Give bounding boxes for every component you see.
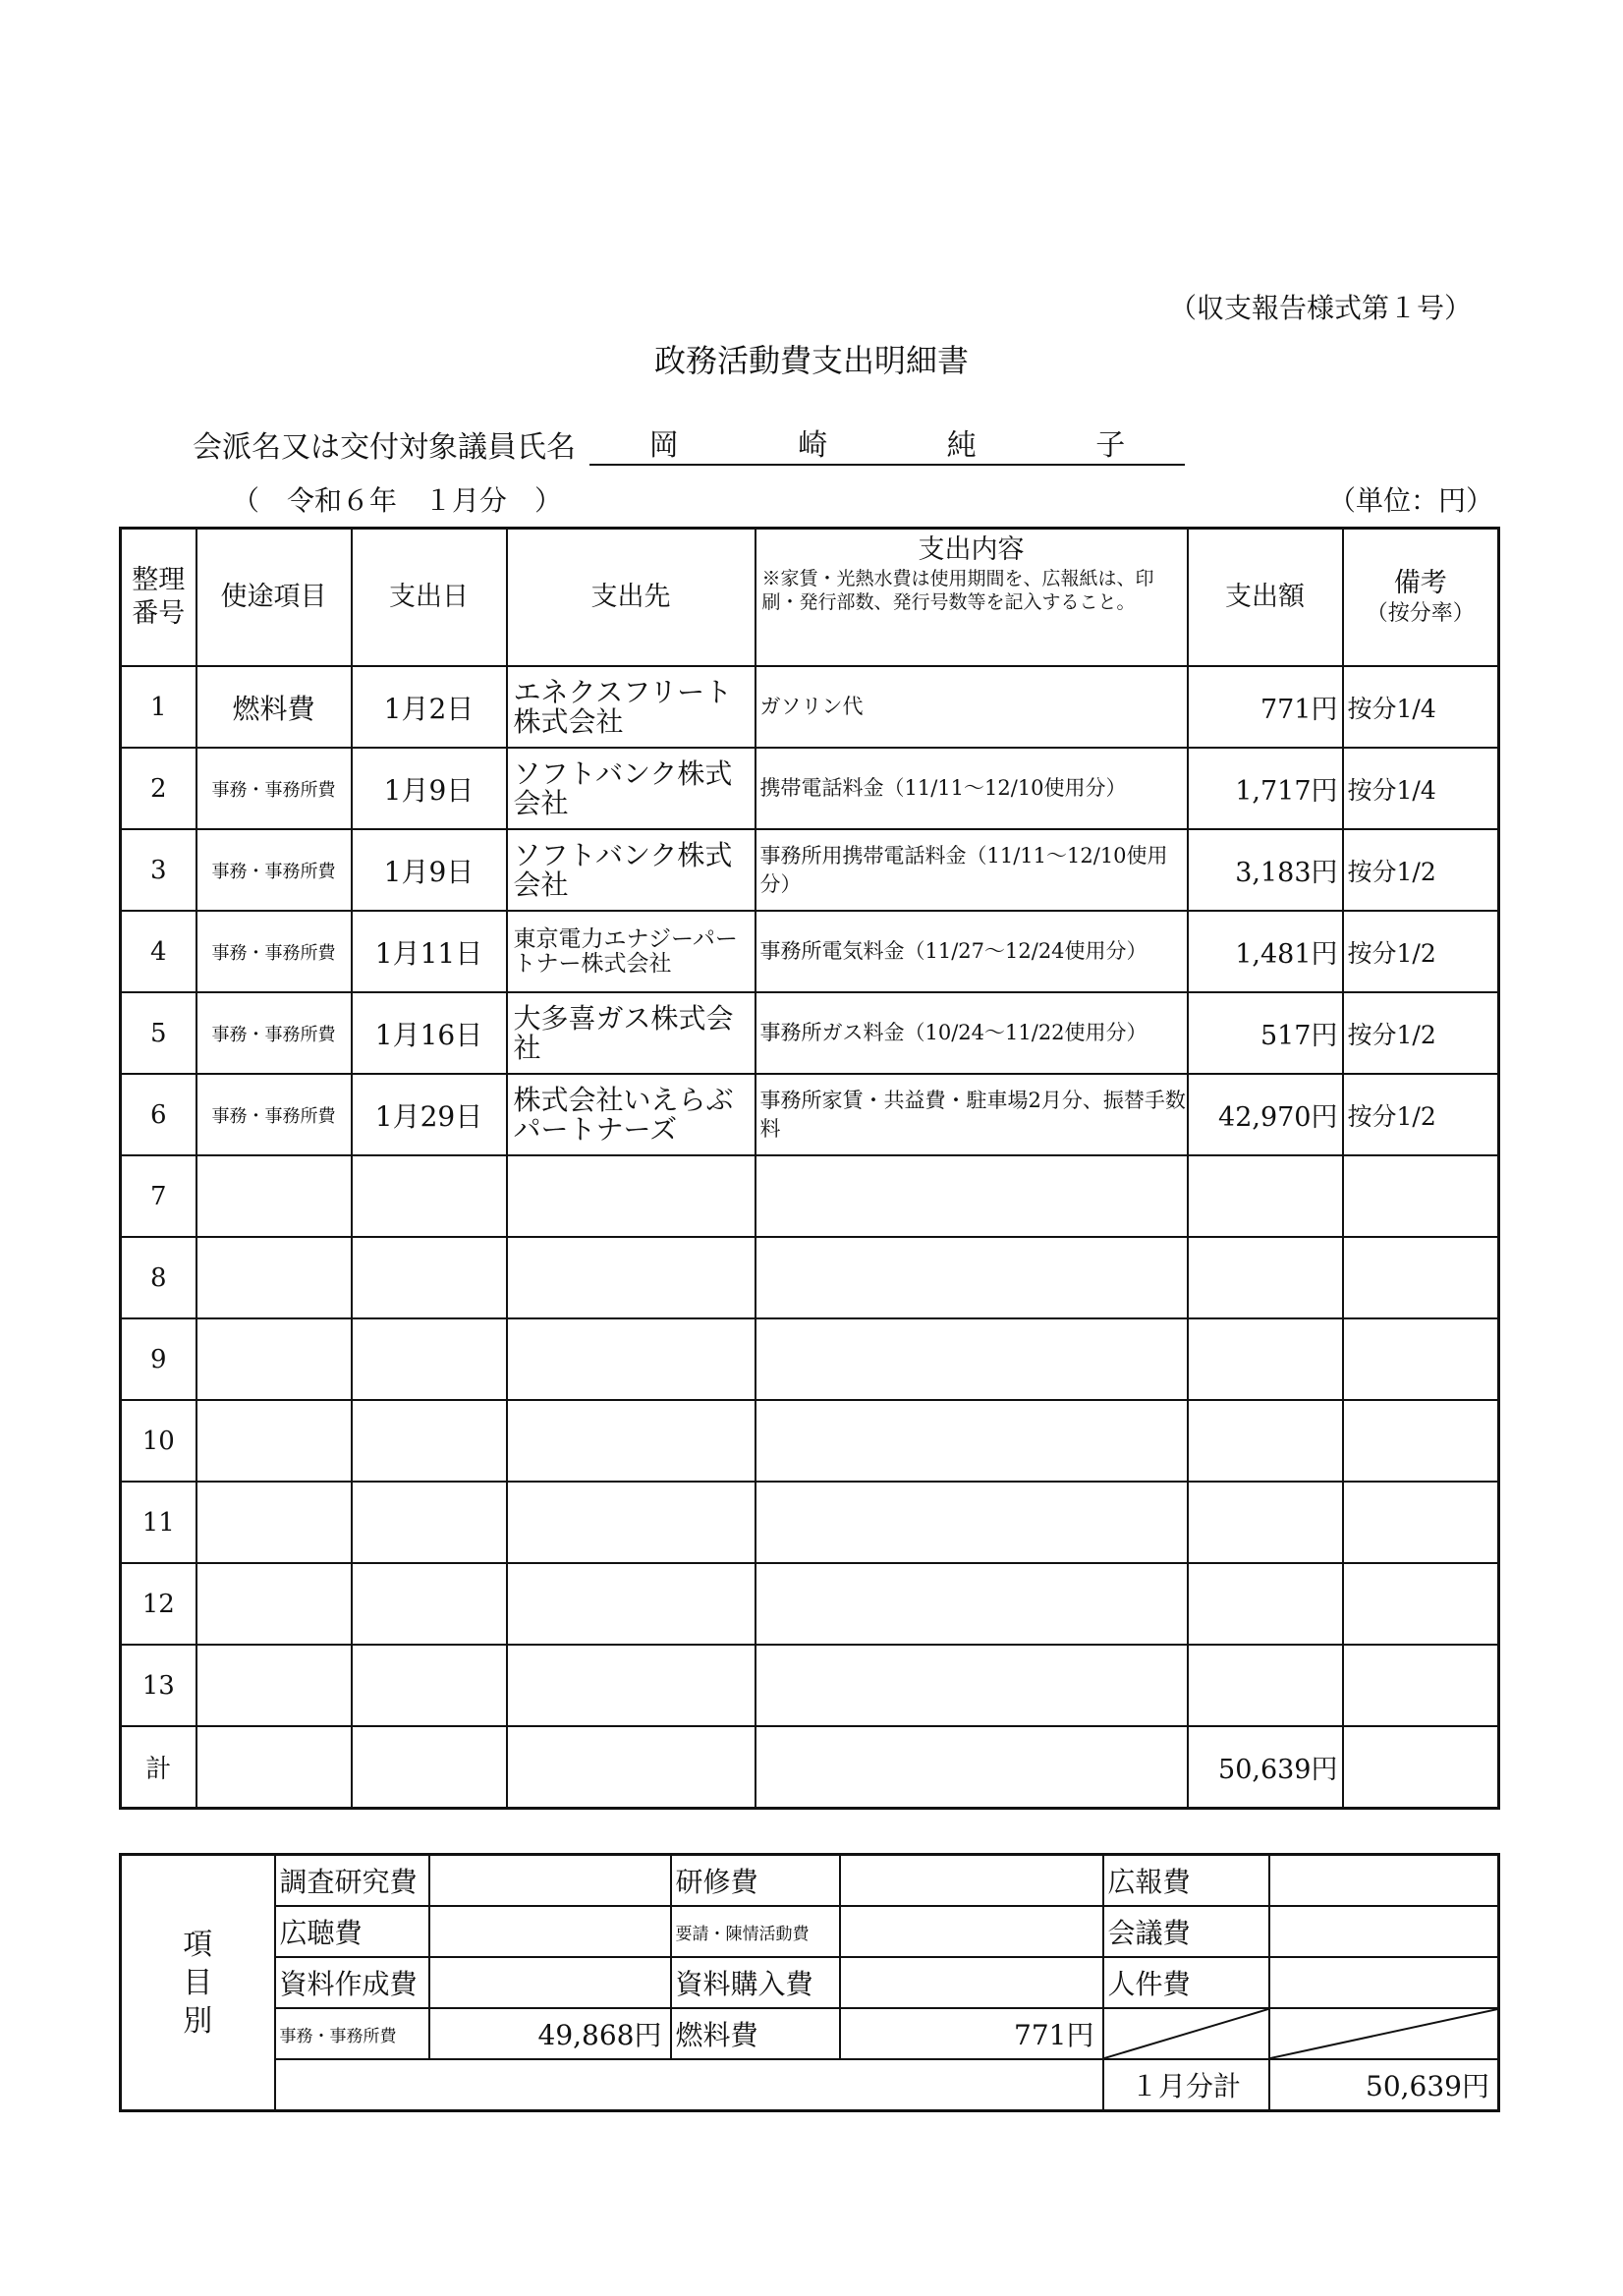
row-remarks: 按分1/2 (1343, 911, 1499, 992)
row-remarks: 按分1/2 (1343, 829, 1499, 911)
row-date (352, 1400, 507, 1482)
row-payee: 大多喜ガス株式会社 (507, 992, 756, 1074)
table-row (121, 1318, 1499, 1400)
row-remarks (1343, 1155, 1499, 1237)
table-row (121, 1400, 1499, 1482)
row-date (352, 1318, 507, 1400)
row-amount: 1,481円 (1188, 911, 1343, 992)
member-name-char: 岡 (648, 428, 679, 463)
row-amount: 42,970円 (1188, 1074, 1343, 1155)
header-payee: 支出先 (507, 529, 756, 667)
row-category (196, 1563, 352, 1645)
row-no: 1 (121, 666, 196, 748)
summary-value-hearing (429, 1906, 671, 1957)
summary-value-training (840, 1855, 1103, 1907)
category-summary-table (119, 1853, 1500, 2112)
member-label: 会派名又は交付対象議員氏名 (193, 430, 576, 465)
summary-value-materials-buy (840, 1957, 1103, 2008)
row-amount (1188, 1645, 1343, 1726)
row-date: 1月11日 (352, 911, 507, 992)
row-content: 事務所用携帯電話料金（11/11～12/10使用分） (756, 829, 1188, 911)
row-content (756, 1237, 1188, 1318)
total-empty (196, 1726, 352, 1809)
row-category: 事務・事務所費 (196, 748, 352, 829)
row-no: 2 (121, 748, 196, 829)
row-remarks (1343, 1318, 1499, 1400)
row-amount (1188, 1482, 1343, 1563)
row-payee (507, 1318, 756, 1400)
row-amount: 3,183円 (1188, 829, 1343, 911)
summary-value-pr (1269, 1855, 1499, 1907)
row-date (352, 1482, 507, 1563)
row-remarks (1343, 1645, 1499, 1726)
table-row (121, 748, 1499, 829)
row-category: 燃料費 (196, 666, 352, 748)
summary-diagonal-cell (1269, 2008, 1499, 2059)
row-payee (507, 1155, 756, 1237)
row-category: 事務・事務所費 (196, 829, 352, 911)
summary-total-label: １月分計 (1103, 2059, 1269, 2111)
total-label: 計 (121, 1726, 196, 1809)
summary-label-materials-make: 資料作成費 (275, 1957, 429, 2008)
header-remarks (1343, 529, 1499, 667)
summary-value-fuel: 771円 (840, 2008, 1103, 2059)
row-no: 9 (121, 1318, 196, 1400)
table-row (121, 1155, 1499, 1237)
row-category (196, 1645, 352, 1726)
summary-label-meeting: 会議費 (1103, 1906, 1269, 1957)
member-name-char: 純 (946, 428, 977, 463)
summary-value-office: 49,868円 (429, 2008, 671, 2059)
row-date (352, 1645, 507, 1726)
row-payee: エネクスフリート株式会社 (507, 666, 756, 748)
row-category (196, 1482, 352, 1563)
row-amount (1188, 1400, 1343, 1482)
summary-label-hearing: 広聴費 (275, 1906, 429, 1957)
header-content-title: 支出内容 (918, 534, 1025, 565)
row-content (756, 1318, 1188, 1400)
summary-label-personnel: 人件費 (1103, 1957, 1269, 2008)
summary-value-meeting (1269, 1906, 1499, 1957)
summary-label-office: 事務・事務所費 (275, 2008, 429, 2059)
row-category: 事務・事務所費 (196, 911, 352, 992)
row-amount: 517円 (1188, 992, 1343, 1074)
row-amount: 1,717円 (1188, 748, 1343, 829)
summary-side-label: 項目別 (121, 1855, 275, 2111)
total-amount: 50,639円 (1188, 1726, 1343, 1809)
row-date: 1月16日 (352, 992, 507, 1074)
summary-value-personnel (1269, 1957, 1499, 2008)
form-number: （収支報告様式第１号） (1169, 292, 1473, 324)
row-remarks: 按分1/2 (1343, 1074, 1499, 1155)
row-category (196, 1237, 352, 1318)
row-no: 7 (121, 1155, 196, 1237)
row-amount: 771円 (1188, 666, 1343, 748)
table-row (121, 1563, 1499, 1645)
row-content: 事務所電気料金（11/27～12/24使用分） (756, 911, 1188, 992)
row-payee: 東京電力エナジーパートナー株式会社 (507, 911, 756, 992)
header-remarks-sub: （按分率） (1366, 601, 1475, 627)
total-empty (352, 1726, 507, 1809)
row-content: ガソリン代 (756, 666, 1188, 748)
row-no: 5 (121, 992, 196, 1074)
row-amount (1188, 1318, 1343, 1400)
row-content (756, 1563, 1188, 1645)
summary-diagonal-cell (1103, 2008, 1269, 2059)
row-content: 携帯電話料金（11/11～12/10使用分） (756, 748, 1188, 829)
total-empty (507, 1726, 756, 1809)
diagonal-slash (1270, 2009, 1498, 2058)
summary-label-fuel: 燃料費 (671, 2008, 840, 2059)
table-row (121, 829, 1499, 911)
row-remarks: 按分1/4 (1343, 748, 1499, 829)
row-amount (1188, 1563, 1343, 1645)
header-no: 整理番号 (121, 529, 196, 667)
table-row (121, 911, 1499, 992)
member-name (589, 420, 1185, 466)
row-no: 8 (121, 1237, 196, 1318)
summary-label-pr: 広報費 (1103, 1855, 1269, 1907)
document-title: 政務活動費支出明細書 (653, 342, 969, 379)
row-date: 1月9日 (352, 748, 507, 829)
row-date: 1月9日 (352, 829, 507, 911)
table-row (121, 1237, 1499, 1318)
row-payee (507, 1563, 756, 1645)
row-no: 3 (121, 829, 196, 911)
row-no: 13 (121, 1645, 196, 1726)
header-remarks-title: 備考 (1393, 568, 1447, 599)
row-payee (507, 1482, 756, 1563)
row-date: 1月2日 (352, 666, 507, 748)
member-name-char: 子 (1095, 428, 1126, 463)
diagonal-slash (1104, 2009, 1268, 2058)
expense-table (119, 527, 1500, 1810)
total-empty (1343, 1726, 1499, 1809)
row-remarks (1343, 1237, 1499, 1318)
row-content: 事務所家賃・共益費・駐車場2月分、振替手数料 (756, 1074, 1188, 1155)
row-payee: 株式会社いえらぶパートナーズ (507, 1074, 756, 1155)
summary-value-research (429, 1855, 671, 1907)
row-no: 11 (121, 1482, 196, 1563)
row-content (756, 1155, 1188, 1237)
row-payee (507, 1237, 756, 1318)
row-remarks (1343, 1400, 1499, 1482)
row-date (352, 1563, 507, 1645)
row-content (756, 1645, 1188, 1726)
total-row (121, 1726, 1499, 1809)
summary-label-training: 研修費 (671, 1855, 840, 1907)
row-category: 事務・事務所費 (196, 992, 352, 1074)
row-category: 事務・事務所費 (196, 1074, 352, 1155)
row-payee (507, 1400, 756, 1482)
table-row (121, 992, 1499, 1074)
header-amount: 支出額 (1188, 529, 1343, 667)
header-category: 使途項目 (196, 529, 352, 667)
row-no: 10 (121, 1400, 196, 1482)
row-amount (1188, 1155, 1343, 1237)
row-payee (507, 1645, 756, 1726)
summary-blank (275, 2059, 1103, 2111)
summary-total-amount: 50,639円 (1269, 2059, 1499, 2111)
report-period: （ 令和６年 １月分 ） (232, 484, 563, 517)
table-row (121, 666, 1499, 748)
summary-label-research: 調査研究費 (275, 1855, 429, 1907)
row-remarks: 按分1/4 (1343, 666, 1499, 748)
table-row (121, 1482, 1499, 1563)
header-content (756, 529, 1188, 667)
row-remarks (1343, 1563, 1499, 1645)
summary-label-petition: 要請・陳情活動費 (671, 1906, 840, 1957)
row-no: 4 (121, 911, 196, 992)
row-amount (1188, 1237, 1343, 1318)
table-row (121, 1645, 1499, 1726)
table-row (121, 1074, 1499, 1155)
row-content (756, 1482, 1188, 1563)
row-remarks: 按分1/2 (1343, 992, 1499, 1074)
row-date (352, 1237, 507, 1318)
row-no: 12 (121, 1563, 196, 1645)
table-header-row (121, 529, 1499, 667)
row-payee: ソフトバンク株式会社 (507, 748, 756, 829)
row-date (352, 1155, 507, 1237)
unit-label: （単位：円） (1328, 484, 1494, 517)
summary-value-petition (840, 1906, 1103, 1957)
row-date: 1月29日 (352, 1074, 507, 1155)
total-empty (756, 1726, 1188, 1809)
summary-value-materials-make (429, 1957, 671, 2008)
member-name-char: 崎 (798, 428, 828, 463)
row-remarks (1343, 1482, 1499, 1563)
header-date: 支出日 (352, 529, 507, 667)
row-category (196, 1400, 352, 1482)
row-content (756, 1400, 1188, 1482)
row-category (196, 1318, 352, 1400)
row-payee: ソフトバンク株式会社 (507, 829, 756, 911)
row-no: 6 (121, 1074, 196, 1155)
summary-label-materials-buy: 資料購入費 (671, 1957, 840, 2008)
row-content: 事務所ガス料金（10/24～11/22使用分） (756, 992, 1188, 1074)
header-content-note: ※家賃・光熱水費は使用期間を、広報紙は、印刷・発行部数、発行号数等を記入すること。 (761, 567, 1154, 614)
row-category (196, 1155, 352, 1237)
